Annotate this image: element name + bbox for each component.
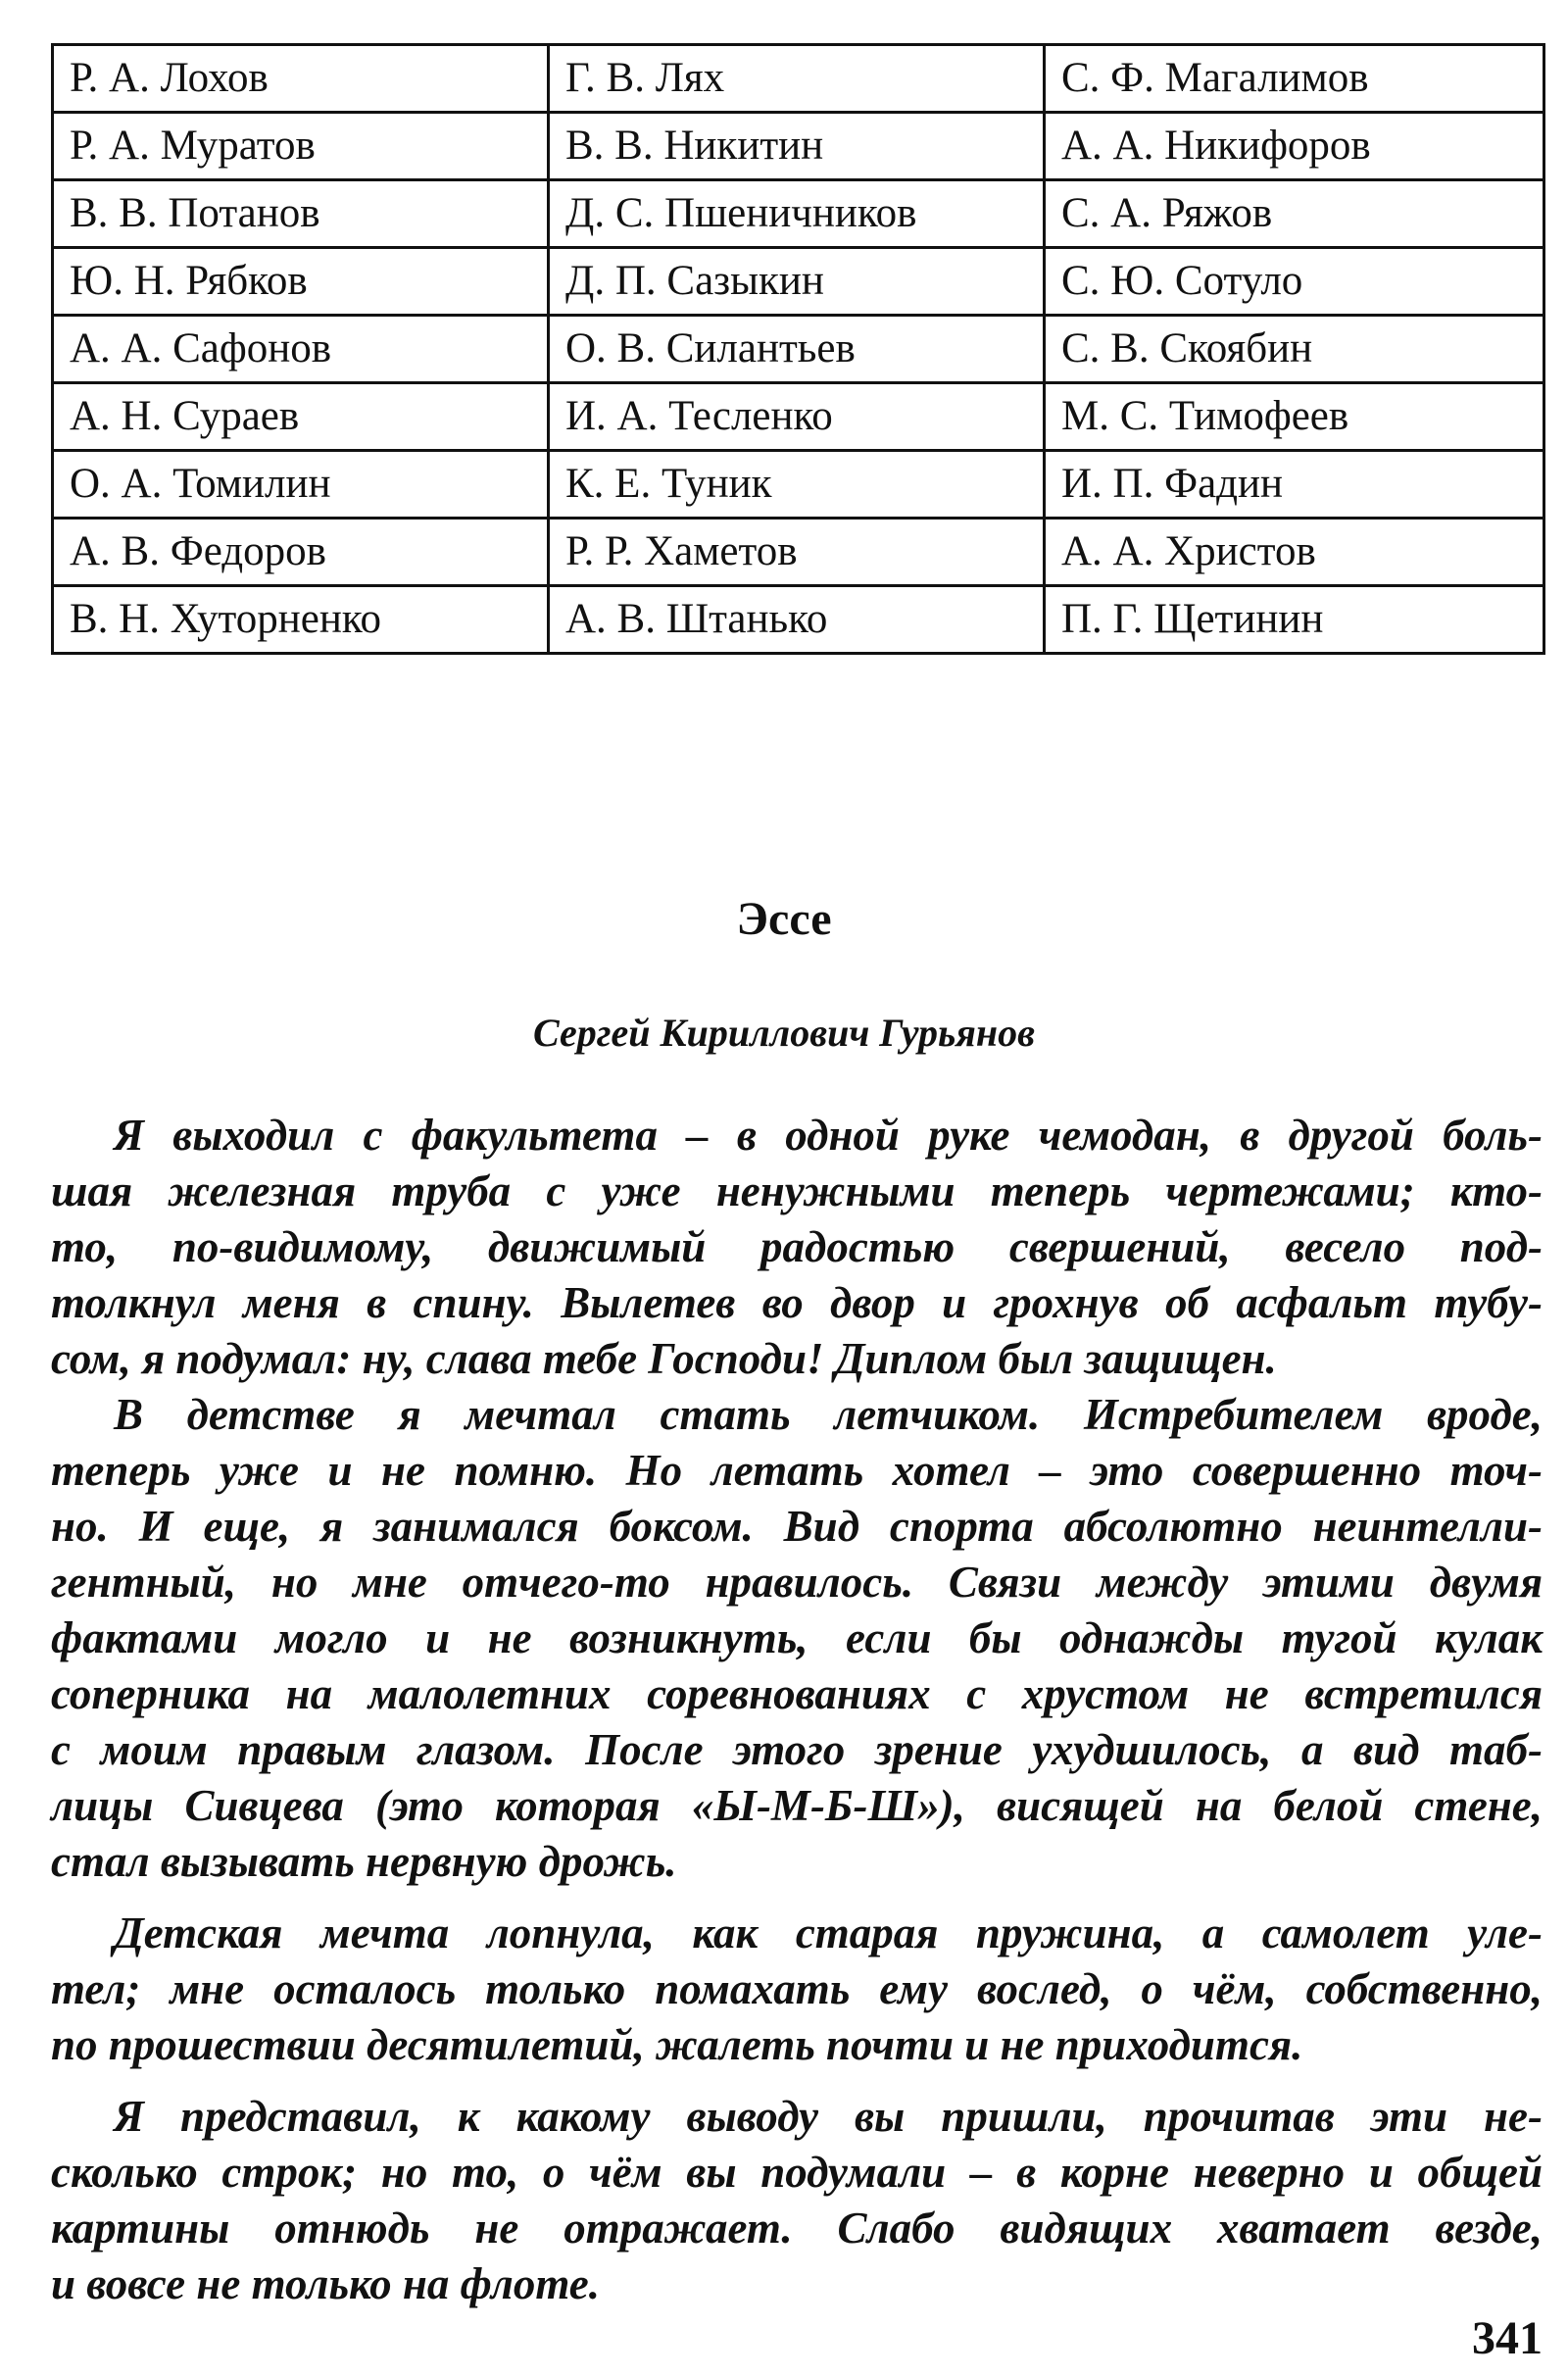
essay-line: но. И еще, я занимался боксом. Вид спорта абсолютно неинтелли- (51, 1502, 1543, 1551)
essay-paragraph (51, 1906, 1543, 2073)
name-cell: А. А. Христов (1045, 519, 1544, 586)
essay-line: Я представил, к какому выводу вы пришли, прочитав эти не- (114, 2092, 1543, 2141)
name-cell: М. С. Тимофеев (1045, 383, 1544, 451)
page-number: 341 (1472, 2312, 1543, 2364)
name-cell: И. П. Фадин (1045, 451, 1544, 519)
name-cell: А. В. Федоров (53, 519, 549, 586)
name-cell: И. А. Тесленко (549, 383, 1045, 451)
name-cell: Р. Р. Хаметов (549, 519, 1045, 586)
table-row (53, 180, 1544, 248)
table-row (53, 248, 1544, 316)
essay-body (51, 1108, 1543, 2312)
name-cell: С. В. Скоябин (1045, 316, 1544, 383)
essay-line: Детская мечта лопнула, как старая пружина, а самолет уле- (114, 1908, 1543, 1957)
name-cell: С. А. Ряжов (1045, 180, 1544, 248)
essay-line: картины отнюдь не отражает. Слабо видящих хватает везде, (51, 2204, 1543, 2253)
essay-paragraph (51, 1387, 1543, 1890)
name-cell: Д. П. Сазыкин (549, 248, 1045, 316)
section-title: Эссе (736, 893, 832, 945)
essay-paragraph (51, 2089, 1543, 2312)
essay-line: то, по-видимому, движимый радостью свершений, весело под- (51, 1222, 1543, 1271)
name-cell: А. А. Никифоров (1045, 113, 1544, 180)
table-row (53, 451, 1544, 519)
essay-line: и вовсе не только на флоте. (51, 2259, 600, 2308)
essay-line: тел; мне осталось только помахать ему вослед, о чём, собственно, (51, 1964, 1543, 2013)
name-cell: Г. В. Лях (549, 45, 1045, 113)
table-row (53, 113, 1544, 180)
name-cell: А. В. Штанько (549, 586, 1045, 654)
essay-line: стал вызывать нервную дрожь. (51, 1837, 677, 1886)
table-row (53, 586, 1544, 654)
essay-line: толкнул меня в спину. Вылетев во двор и грохнув об асфальт тубу- (51, 1278, 1543, 1327)
table-row (53, 383, 1544, 451)
name-cell: О. А. Томилин (53, 451, 549, 519)
essay-line: шая железная труба с уже ненужными теперь чертежами; кто- (51, 1166, 1543, 1215)
name-cell: А. А. Сафонов (53, 316, 549, 383)
name-cell: Ю. Н. Рябков (53, 248, 549, 316)
table-row (53, 519, 1544, 586)
name-cell: К. Е. Туник (549, 451, 1045, 519)
essay-line: по прошествии десятилетий, жалеть почти и не приходится. (51, 2020, 1303, 2069)
essay-line: сколько строк; но то, о чём вы подумали – в корне неверно и общей (51, 2148, 1543, 2197)
name-cell: С. Ю. Сотуло (1045, 248, 1544, 316)
name-cell: А. Н. Сураев (53, 383, 549, 451)
essay-line: фактами могло и не возникнуть, если бы однажды тугой кулак (51, 1613, 1543, 1662)
name-cell: В. В. Потанов (53, 180, 549, 248)
name-cell: В. Н. Хуторненко (53, 586, 549, 654)
name-cell: С. Ф. Магалимов (1045, 45, 1544, 113)
essay-author: Сергей Кириллович Гурьянов (533, 1011, 1035, 1055)
essay-line: сом, я подумал: ну, слава тебе Господи! Диплом был защищен. (51, 1334, 1277, 1383)
essay-line: соперника на малолетних соревнованиях с хрустом не встретился (51, 1669, 1543, 1718)
name-cell: В. В. Никитин (549, 113, 1045, 180)
essay-line: теперь уже и не помню. Но летать хотел – это совершенно точ- (51, 1446, 1543, 1495)
name-cell: П. Г. Щетинин (1045, 586, 1544, 654)
essay-line: Я выходил с факультета – в одной руке чемодан, в другой боль- (114, 1111, 1543, 1160)
name-cell: О. В. Силантьев (549, 316, 1045, 383)
name-cell: Р. А. Муратов (53, 113, 549, 180)
table-row (53, 316, 1544, 383)
essay-line: гентный, но мне отчего-то нравилось. Связи между этими двумя (51, 1558, 1543, 1607)
essay-line: лицы Сивцева (это которая «Ы-М-Б-Ш»), висящей на белой стене, (51, 1781, 1543, 1830)
table-row (53, 45, 1544, 113)
name-cell: Д. С. Пшеничников (549, 180, 1045, 248)
name-cell: Р. А. Лохов (53, 45, 549, 113)
names-table (51, 43, 1545, 655)
essay-paragraph (51, 1108, 1543, 1387)
essay-line: В детстве я мечтал стать летчиком. Истребителем вроде, (114, 1390, 1543, 1439)
essay-line: с моим правым глазом. После этого зрение ухудшилось, а вид таб- (51, 1725, 1543, 1774)
